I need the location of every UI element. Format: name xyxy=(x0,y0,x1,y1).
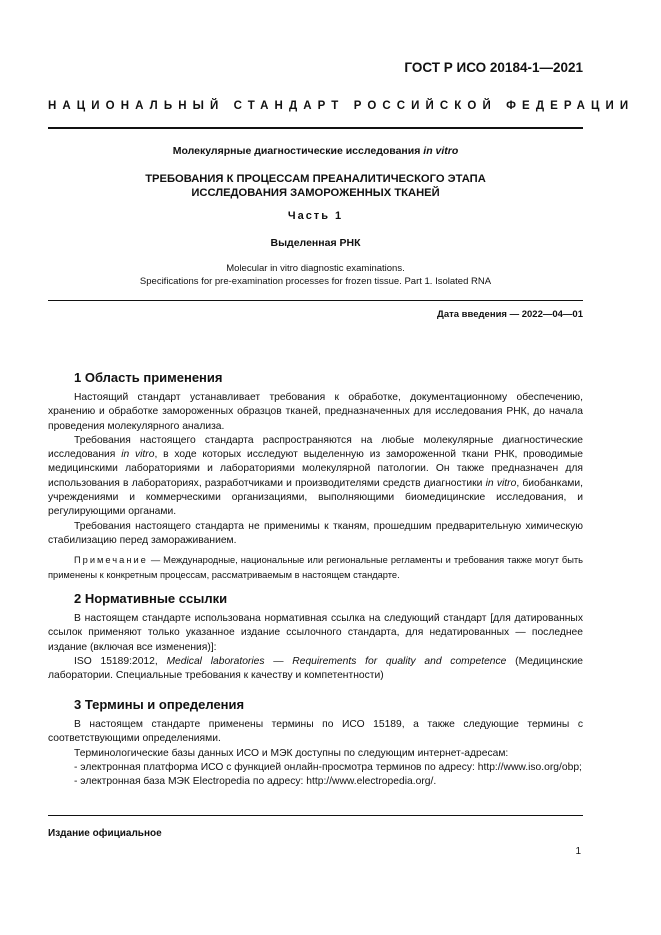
section1-p3: Требования настоящего стандарта не применимы к тканям, прошедшим предварительную химическую стабилизацию перед замораживанием. xyxy=(48,520,583,546)
section1-p2-italic2: in vitro xyxy=(485,477,517,489)
section3-list-item1: - электронная платформа ИСО с функцией онлайн-просмотра терминов по адресу: http://www.iso.org/obp; xyxy=(74,761,582,773)
section3-list-item2: - электронная база МЭК Electropedia по адресу: http://www.electropedia.org/. xyxy=(74,776,437,788)
section1-p2-italic1: in vitro xyxy=(121,449,155,461)
subtitle-ru-text: Молекулярные диагностические исследования xyxy=(172,145,424,157)
section1-heading: 1 Область применения xyxy=(74,370,223,385)
section1-p2-c: , биобанками, учреждениями и коммерческими организациями, выполняющими биомедицинские исследования, и регулирующими органами. xyxy=(48,477,584,518)
section3-p2: Терминологические базы данных ИСО и МЭК доступны по следующим интернет-адресам: xyxy=(74,747,509,759)
section1-note xyxy=(48,553,583,582)
document-code: ГОСТ Р ИСО 20184-1—2021 xyxy=(404,60,583,75)
section2-body xyxy=(48,612,583,683)
section3-body xyxy=(48,718,583,789)
section1-p1: Настоящий стандарт устанавливает требования к обработке, документационному обеспечению, хранению и обработке замороженных образцов тканей, предназначенных для исследования РНК, до начала проведения молекулярного анализа. xyxy=(48,392,583,432)
section1-body xyxy=(48,391,583,582)
section3-heading: 3 Термины и определения xyxy=(74,697,245,712)
section1-p2 xyxy=(48,434,583,520)
title-ru-line1: ТРЕБОВАНИЯ К ПРОЦЕССАМ ПРЕАНАЛИТИЧЕСКОГО ЭТАПА xyxy=(145,173,486,185)
header-rule xyxy=(48,127,583,129)
section2-p1: В настоящем стандарте использована нормативная ссылка на следующий стандарт [для датированных ссылок применяют только указанное издание ссылочного стандарта, для недатированных — последнее издание (включая все изменения)]: xyxy=(48,613,583,653)
section1-p2-a: Требования настоящего стандарта распространяются на любые молекулярные диагностические исследования xyxy=(48,434,583,461)
page-number: 1 xyxy=(575,846,581,857)
subtitle-ru xyxy=(48,145,583,157)
ref-rest: (Медицинские лаборатории. Специальные требования к качеству и компетентности) xyxy=(48,655,583,682)
introduction-date: Дата введения — 2022—04—01 xyxy=(437,309,583,320)
note-text: — Международные, национальные или региональные регламенты и требования также могут быть применены к конкретным процессам, рассматриваемым в настоящем стандарте. xyxy=(48,555,583,580)
part-name: Выделенная РНК xyxy=(270,237,361,249)
title-ru xyxy=(48,172,583,200)
ref-title: Medical laboratories — Requirements for quality and competence xyxy=(166,655,507,667)
ref-code: ISO 15189:2012, xyxy=(74,655,167,667)
part-number: Часть 1 xyxy=(287,210,344,222)
section2-reference xyxy=(48,655,583,684)
section3-p1: В настоящем стандарте применены термины по ИСО 15189, а также следующие термины с соответствующими определениями. xyxy=(48,719,583,745)
title-rule xyxy=(48,300,583,301)
national-standard-banner: НАЦИОНАЛЬНЫЙ СТАНДАРТ РОССИЙСКОЙ ФЕДЕРАЦИИ xyxy=(48,100,635,112)
note-label: Примечание xyxy=(74,555,148,566)
title-en-line2: Specifications for pre-examination processes for frozen tissue. Part 1. Isolated RNA xyxy=(139,276,492,287)
title-en-line1: Molecular in vitro diagnostic examinations. xyxy=(226,263,405,274)
title-en xyxy=(48,262,583,288)
title-ru-line2: ИССЛЕДОВАНИЯ ЗАМОРОЖЕННЫХ ТКАНЕЙ xyxy=(191,187,440,199)
footer-rule xyxy=(48,815,583,816)
subtitle-ru-italic: in vitro xyxy=(423,145,459,157)
section2-heading: 2 Нормативные ссылки xyxy=(74,591,228,606)
official-edition: Издание официальное xyxy=(48,828,162,839)
section1-p2-b: , в ходе которых исследуют выделенную из замороженной ткани РНК, проводимые медицинскими лабораториями и лабораториями молекулярной патологии. Он также предназначен для использования в лабораториях, разработчиками и производителями средств диагностики xyxy=(48,449,584,489)
